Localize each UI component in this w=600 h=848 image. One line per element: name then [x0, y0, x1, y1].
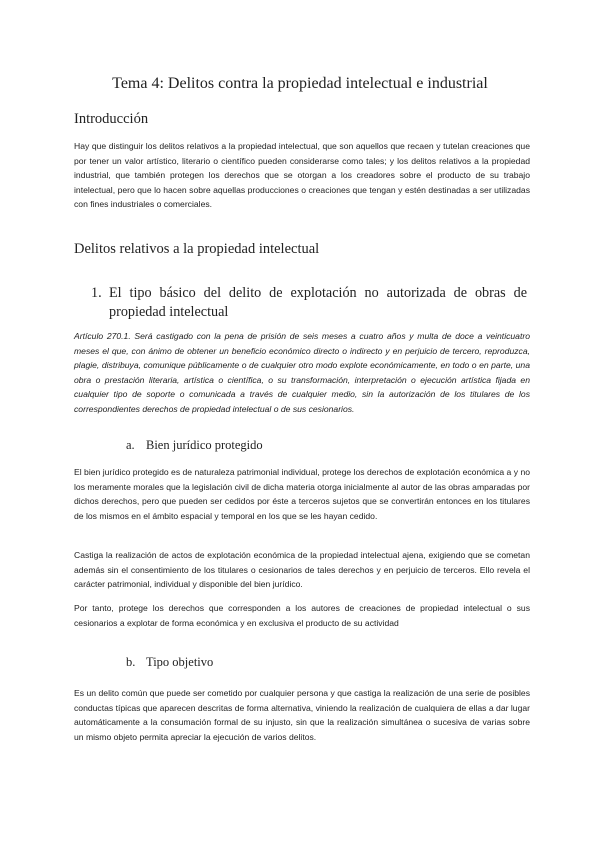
paragraph: Es un delito común que puede ser cometido por cualquier persona y que castiga la realización de una serie de posibles conductas típicas que aparecen descritas de forma alternativa, viniendo la realización de cualquiera de ellas a dar lugar automáticamente a la consumación formal de su injusto, sin que la realización simultánea o sucesiva de varias sobre un mismo objeto permita apreciar la ejecución de varios delitos. [74, 688, 530, 742]
page-title: Tema 4: Delitos contra la propiedad intelectual e industrial [112, 75, 488, 92]
paragraph: Castiga la realización de actos de explotación económica de la propiedad intelectual ajena, exigiendo que se cometan además sin el consentimiento de los titulares o cesionarios de tales derechos y en perjuicio de terceros. Ello revela el carácter patrimonial, individual y disponible del bien jurídico. [74, 550, 530, 590]
subheading-a [126, 438, 263, 453]
subheading-label: b. [126, 655, 136, 669]
item-title: El tipo básico del delito de explotación no autorizada de obras de propiedad intelectual [109, 285, 527, 320]
subheading-text: Bien jurídico protegido [146, 438, 263, 452]
intro-heading: Introducción [74, 111, 149, 127]
intro-paragraph: Hay que distinguir los delitos relativos a la propiedad intelectual, que son aquellos que recaen y tutelan creaciones que por tener un valor artístico, literario o científico pueden considerarse como tales; y los delitos relativos a la propiedad industrial, que también protegen los derechos que se otorgan a los creadores sobre el producto de su trabajo intelectual, pero que lo hacen sobre aquellas producciones o creaciones que tengan y estén destinadas a ser utilizadas con fines industriales o comerciales. [74, 141, 530, 210]
article-quote: Artículo 270.1. Será castigado con la pena de prisión de seis meses a cuatro años y multa de doce a veinticuatro meses el que, con ánimo de obtener un beneficio económico directo o indirecto y en perjuicio de tercero, reproduzca, plagie, distribuya, comunique públicamente o de cualquier otro modo explote económicamente, en todo o en parte, una obra o prestación literaria, artística o científica, o su transformación, interpretación o ejecución artística fijada en cualquier tipo de soporte o comunicada a través de cualquier medio, sin la autorización de los titulares de los correspondientes derechos de propiedad intelectual o de sus cesionarios. [74, 331, 530, 414]
section-heading: Delitos relativos a la propiedad intelectual [74, 241, 320, 257]
subheading-text: Tipo objetivo [146, 655, 214, 669]
paragraph: El bien jurídico protegido es de naturaleza patrimonial individual, protege los derechos de explotación económica a y no los meramente morales que la legislación civil de dicha materia otorga inicialmente al autor de las obras amparadas por dichos derechos, pero que pueden ser cedidos por éste a terceros sujetos que se convertirán entonces en los titulares de los mismos en el ámbito espacial y temporal en los que se les hayan cedido. [74, 467, 530, 521]
paragraph: Por tanto, protege los derechos que corresponden a los autores de creaciones de propiedad intelectual o sus cesionarios a explotar de forma económica y en exclusiva el producto de su actividad [74, 603, 530, 628]
numbered-heading [91, 284, 527, 322]
subheading-b [126, 655, 213, 670]
subheading-label: a. [126, 438, 135, 452]
item-number: 1. [91, 285, 102, 301]
